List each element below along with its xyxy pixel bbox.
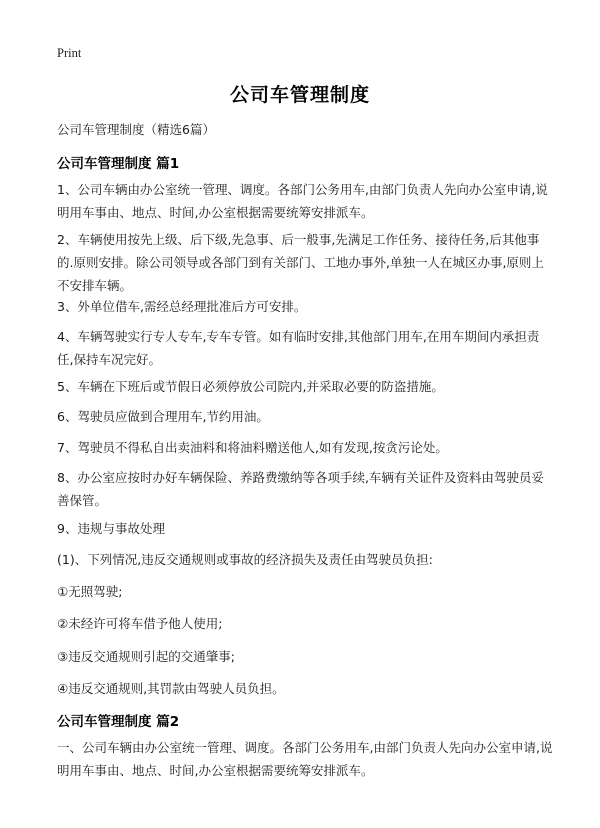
section-heading-2: 公司车管理制度 篇2: [57, 714, 180, 730]
paragraph: 3、外单位借车,需经总经理批准后方可安排。: [57, 299, 307, 314]
list-item: ②未经许可将车借予他人使用;: [57, 616, 223, 631]
paragraph: 2、车辆使用按先上级、后下级,先急事、后一般事,先满足工作任务、接待任务,后其他事的.原则安排。除公司领导或各部门到有关部门、工地办事外,单独一人在城区办事,原则上不安排车辆。: [57, 232, 544, 293]
list-item: ③违反交通规则引起的交通肇事;: [57, 649, 235, 664]
list-item: ④违反交通规则,其罚款由驾驶人员负担。: [57, 681, 285, 696]
paragraph: 9、违规与事故处理: [57, 521, 165, 536]
paragraph: 1、公司车辆由办公室统一管理、调度。各部门公务用车,由部门负责人先向办公室申请,说明用车事由、地点、时间,办公室根据需要统筹安排派车。: [57, 182, 548, 220]
document-title: 公司车管理制度: [229, 84, 370, 106]
paragraph: (1)、下列情况,违反交通规则或事故的经济损失及责任由驾驶员负担:: [57, 552, 433, 567]
paragraph: 一、公司车辆由办公室统一管理、调度。各部门公务用车,由部门负责人先向办公室申请,说明用车事由、地点、时间,办公室根据需要统筹安排派车。: [57, 740, 553, 778]
list-item: ①无照驾驶;: [57, 584, 123, 599]
paragraph: 8、办公室应按时办好车辆保险、养路费缴纳等各项手续,车辆有关证件及资料由驾驶员妥善保管。: [57, 470, 544, 508]
document-subtitle: 公司车管理制度（精选6篇）: [57, 122, 215, 137]
paragraph: 6、驾驶员应做到合理用车,节约用油。: [57, 409, 269, 424]
section-heading-1: 公司车管理制度 篇1: [57, 156, 180, 172]
print-link[interactable]: Print: [57, 46, 82, 60]
paragraph: 7、驾驶员不得私自出卖油料和将油料赠送他人,如有发现,按贪污论处。: [57, 440, 448, 455]
paragraph: 5、车辆在下班后或节假日必须停放公司院内,并采取必要的防盗措施。: [57, 379, 444, 394]
paragraph: 4、车辆驾驶实行专人专车,专车专管。如有临时安排,其他部门用车,在用车期间内承担责任,保持车况完好。: [57, 329, 540, 367]
